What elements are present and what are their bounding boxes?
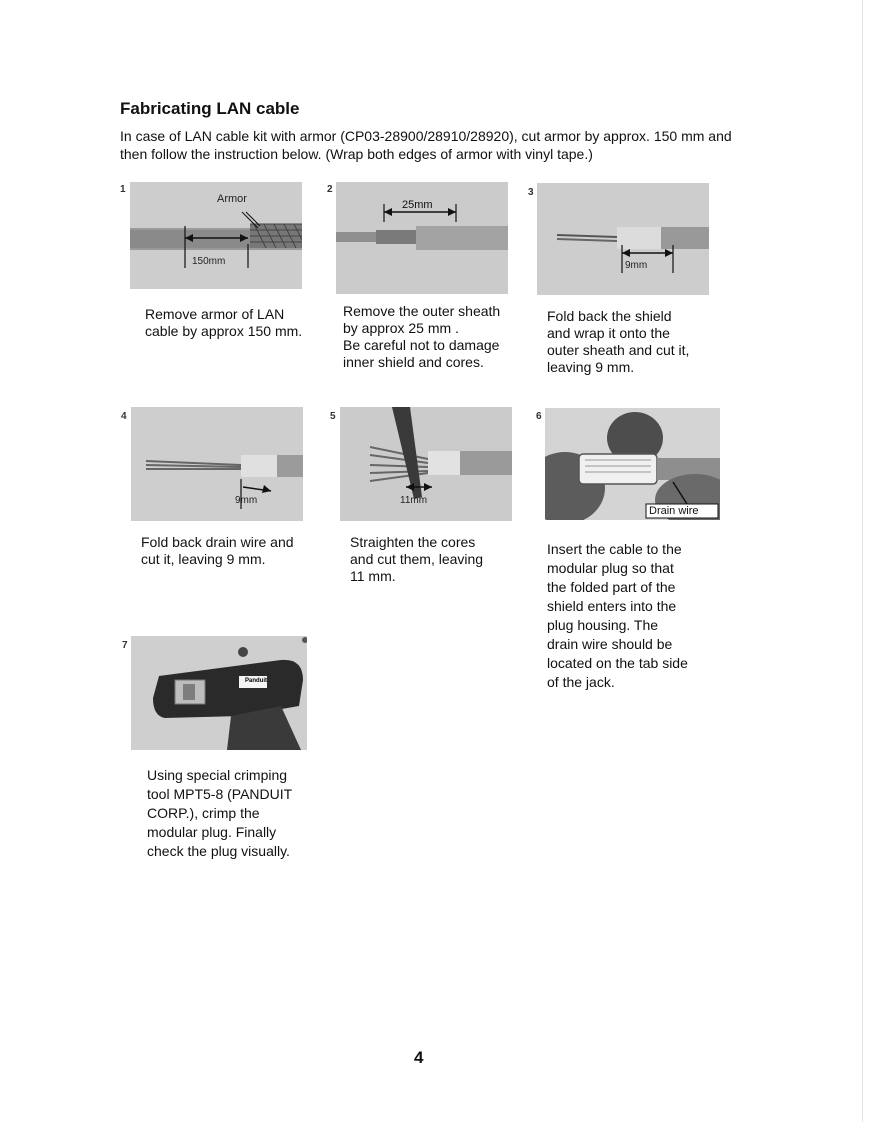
step-3-caption: Fold back the shield and wrap it onto the outer sheath and cut it, leaving 9 mm. [547, 308, 690, 375]
step-2-photo [336, 182, 508, 294]
page-edge-line [862, 0, 863, 1122]
length-label: 9mm [625, 260, 648, 271]
step-number: 2 [327, 184, 333, 195]
step-3-photo [537, 183, 709, 295]
step-number: 6 [536, 411, 542, 422]
drain-wire-label: Drain wire [649, 505, 699, 517]
step-6-caption: Insert the cable to the modular plug so that the folded part of the shield enters into the plug housing. The drain wire should be located on the tab side of the jack. [547, 541, 688, 690]
step-7-caption: Using special crimping tool MPT5-8 (PANDUIT CORP.), crimp the modular plug. Finally check the plug visually. [147, 767, 293, 859]
length-label: 11mm [400, 495, 428, 506]
step-1-caption: Remove armor of LAN cable by approx 150 mm. [145, 306, 303, 339]
intro-paragraph: In case of LAN cable kit with armor (CP03-28900/28910/28920), cut armor by approx. 150 mm and then follow the instruction below. (Wrap both edges of armor with vinyl tape.) [120, 128, 732, 162]
step-number: 5 [330, 411, 336, 422]
step-number: 3 [528, 187, 534, 198]
step-5-photo [340, 407, 512, 521]
step-4-photo [131, 407, 303, 521]
length-label: 150mm [192, 256, 226, 267]
section-title: Fabricating LAN cable [120, 99, 300, 118]
tool-brand-label: Panduit [245, 678, 267, 684]
step-5-caption: Straighten the cores and cut them, leaving 11 mm. [350, 534, 484, 584]
step-6-photo [545, 408, 720, 520]
step-number: 4 [121, 411, 127, 422]
length-label: 25mm [402, 199, 433, 211]
armor-label: Armor [217, 193, 247, 205]
step-4-caption: Fold back drain wire and cut it, leaving 9 mm. [141, 534, 294, 567]
step-7-photo [131, 636, 307, 750]
step-2-caption: Remove the outer sheath by approx 25 mm . Be careful not to damage inner shield and cores. [343, 303, 501, 370]
page-number: 4 [414, 1048, 424, 1067]
step-1-photo [130, 182, 302, 289]
step-number: 1 [120, 184, 126, 195]
length-label: 9mm [235, 495, 258, 506]
step-number: 7 [122, 640, 128, 651]
